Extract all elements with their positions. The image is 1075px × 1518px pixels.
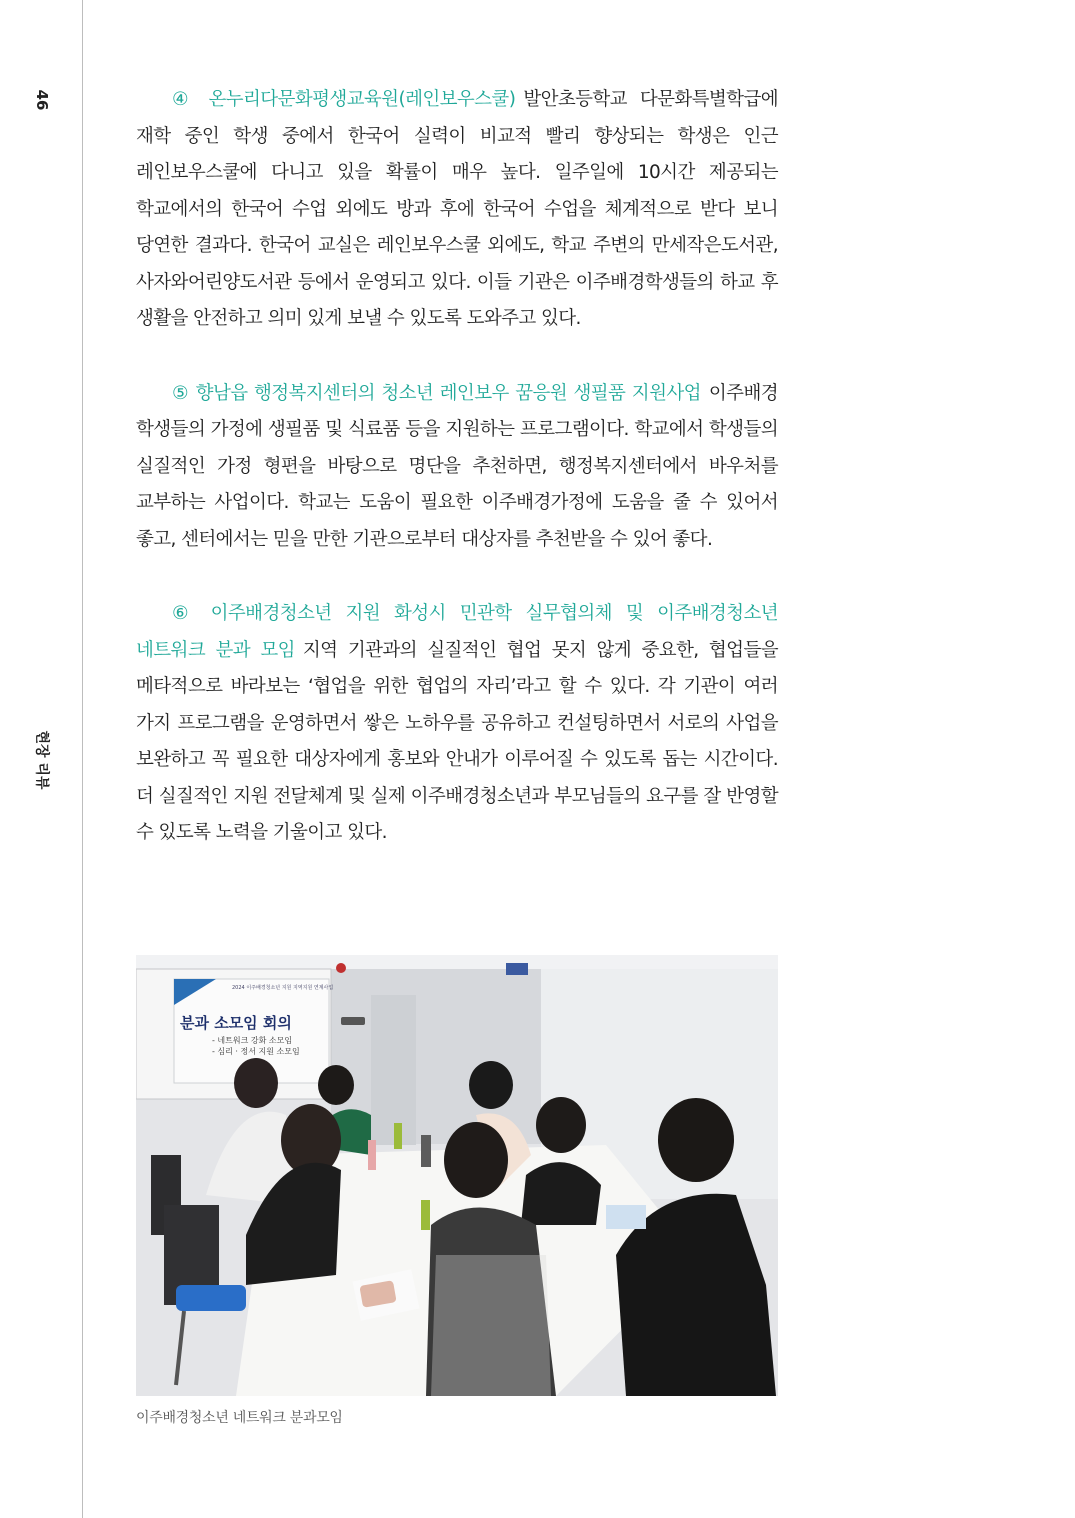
paragraph-network-meeting — [136, 596, 778, 852]
paragraph-welfare-center — [136, 376, 778, 559]
paragraph-heading: ⑤ 향남읍 행정복지센터의 청소년 레인보우 꿈응원 생필품 지원사업 — [172, 382, 701, 404]
paragraph-rainbow-school — [136, 82, 778, 338]
section-label — [0, 720, 84, 800]
paragraph-heading: ④ 온누리다문화평생교육원(레인보우스쿨) — [172, 89, 516, 110]
photo-caption: 이주배경청소년 네트워크 분과모임 — [136, 1410, 343, 1426]
meeting-photo — [136, 955, 778, 1396]
paragraph-text: 지역 기관과의 실질적인 협업 못지 않게 중요한, 협업들을 메타적으로 바라보는 ‘협업을 위한 협업의 자리’라고 할 수 있다. 각 기관이 여러 가지 프로그램을 운영하면서 쌓은 노하우를 공유하고 컨설팅하면서 서로의 사업을 보완하고 꼭 필요한 대상자에게 홍보와 안내가 이루어질 수 있도록 돕는 시간이다. 더 실질적인 지원 전달체계 및 실제 이주배경청소년과 부모님들의 요구를 잘 반영할 수 있도록 노력을 기울이고 있다. — [136, 639, 778, 843]
banner-line1-text: - 네트워크 강화 소모임 — [212, 1036, 293, 1045]
banner-small-text: 2024 이주배경청소년 지원 지역지원 연계사업 — [232, 985, 334, 991]
meeting-photo-illustration — [136, 955, 778, 1396]
paragraph-heading: ⑥ 이주배경청소년 지원 화성시 민관학 실무협의체 및 이주배경청소년 네트워크 분과 모임 — [136, 603, 778, 661]
page-number: 46 — [33, 89, 51, 111]
paragraph-text: 발안초등학교 다문화특별학급에 재학 중인 학생 중에서 한국어 실력이 비교적 빨리 향상되는 학생은 인근 레인보우스쿨에 다니고 있을 확률이 매우 높다. 일주일에 10시간 제공되는 학교에서의 한국어 수업 외에도 방과 후에 한국어 수업을 체계적으로 받다 보니 당연한 결과다. 한국어 교실은 레인보우스쿨 외에도, 학교 주변의 만세작은도서관, 사자와어린양도서관 등에서 운영되고 있다. 이들 기관은 이주배경학생들의 하교 후 생활을 안전하고 의미 있게 보낼 수 있도록 도와주고 있다. — [136, 89, 778, 329]
banner-line2-text: - 심리 · 정서 지원 소모임 — [212, 1047, 300, 1056]
section-label-text: 현장 리뷰 — [32, 730, 49, 790]
banner-title-text: 분과 소모임 회의 — [180, 1014, 292, 1032]
article-body — [136, 82, 778, 890]
paragraph-text: 이주배경 학생들의 가정에 생필품 및 식료품 등을 지원하는 프로그램이다. 학교에서 학생들의 실질적인 가정 형편을 바탕으로 명단을 추천하면, 행정복지센터에서 바우처를 교부하는 사업이다. 학교는 도움이 필요한 이주배경가정에 도움을 줄 수 있어서 좋고, 센터에서는 믿을 만한 기관으로부터 대상자를 추천받을 수 있어 좋다. — [136, 382, 778, 550]
